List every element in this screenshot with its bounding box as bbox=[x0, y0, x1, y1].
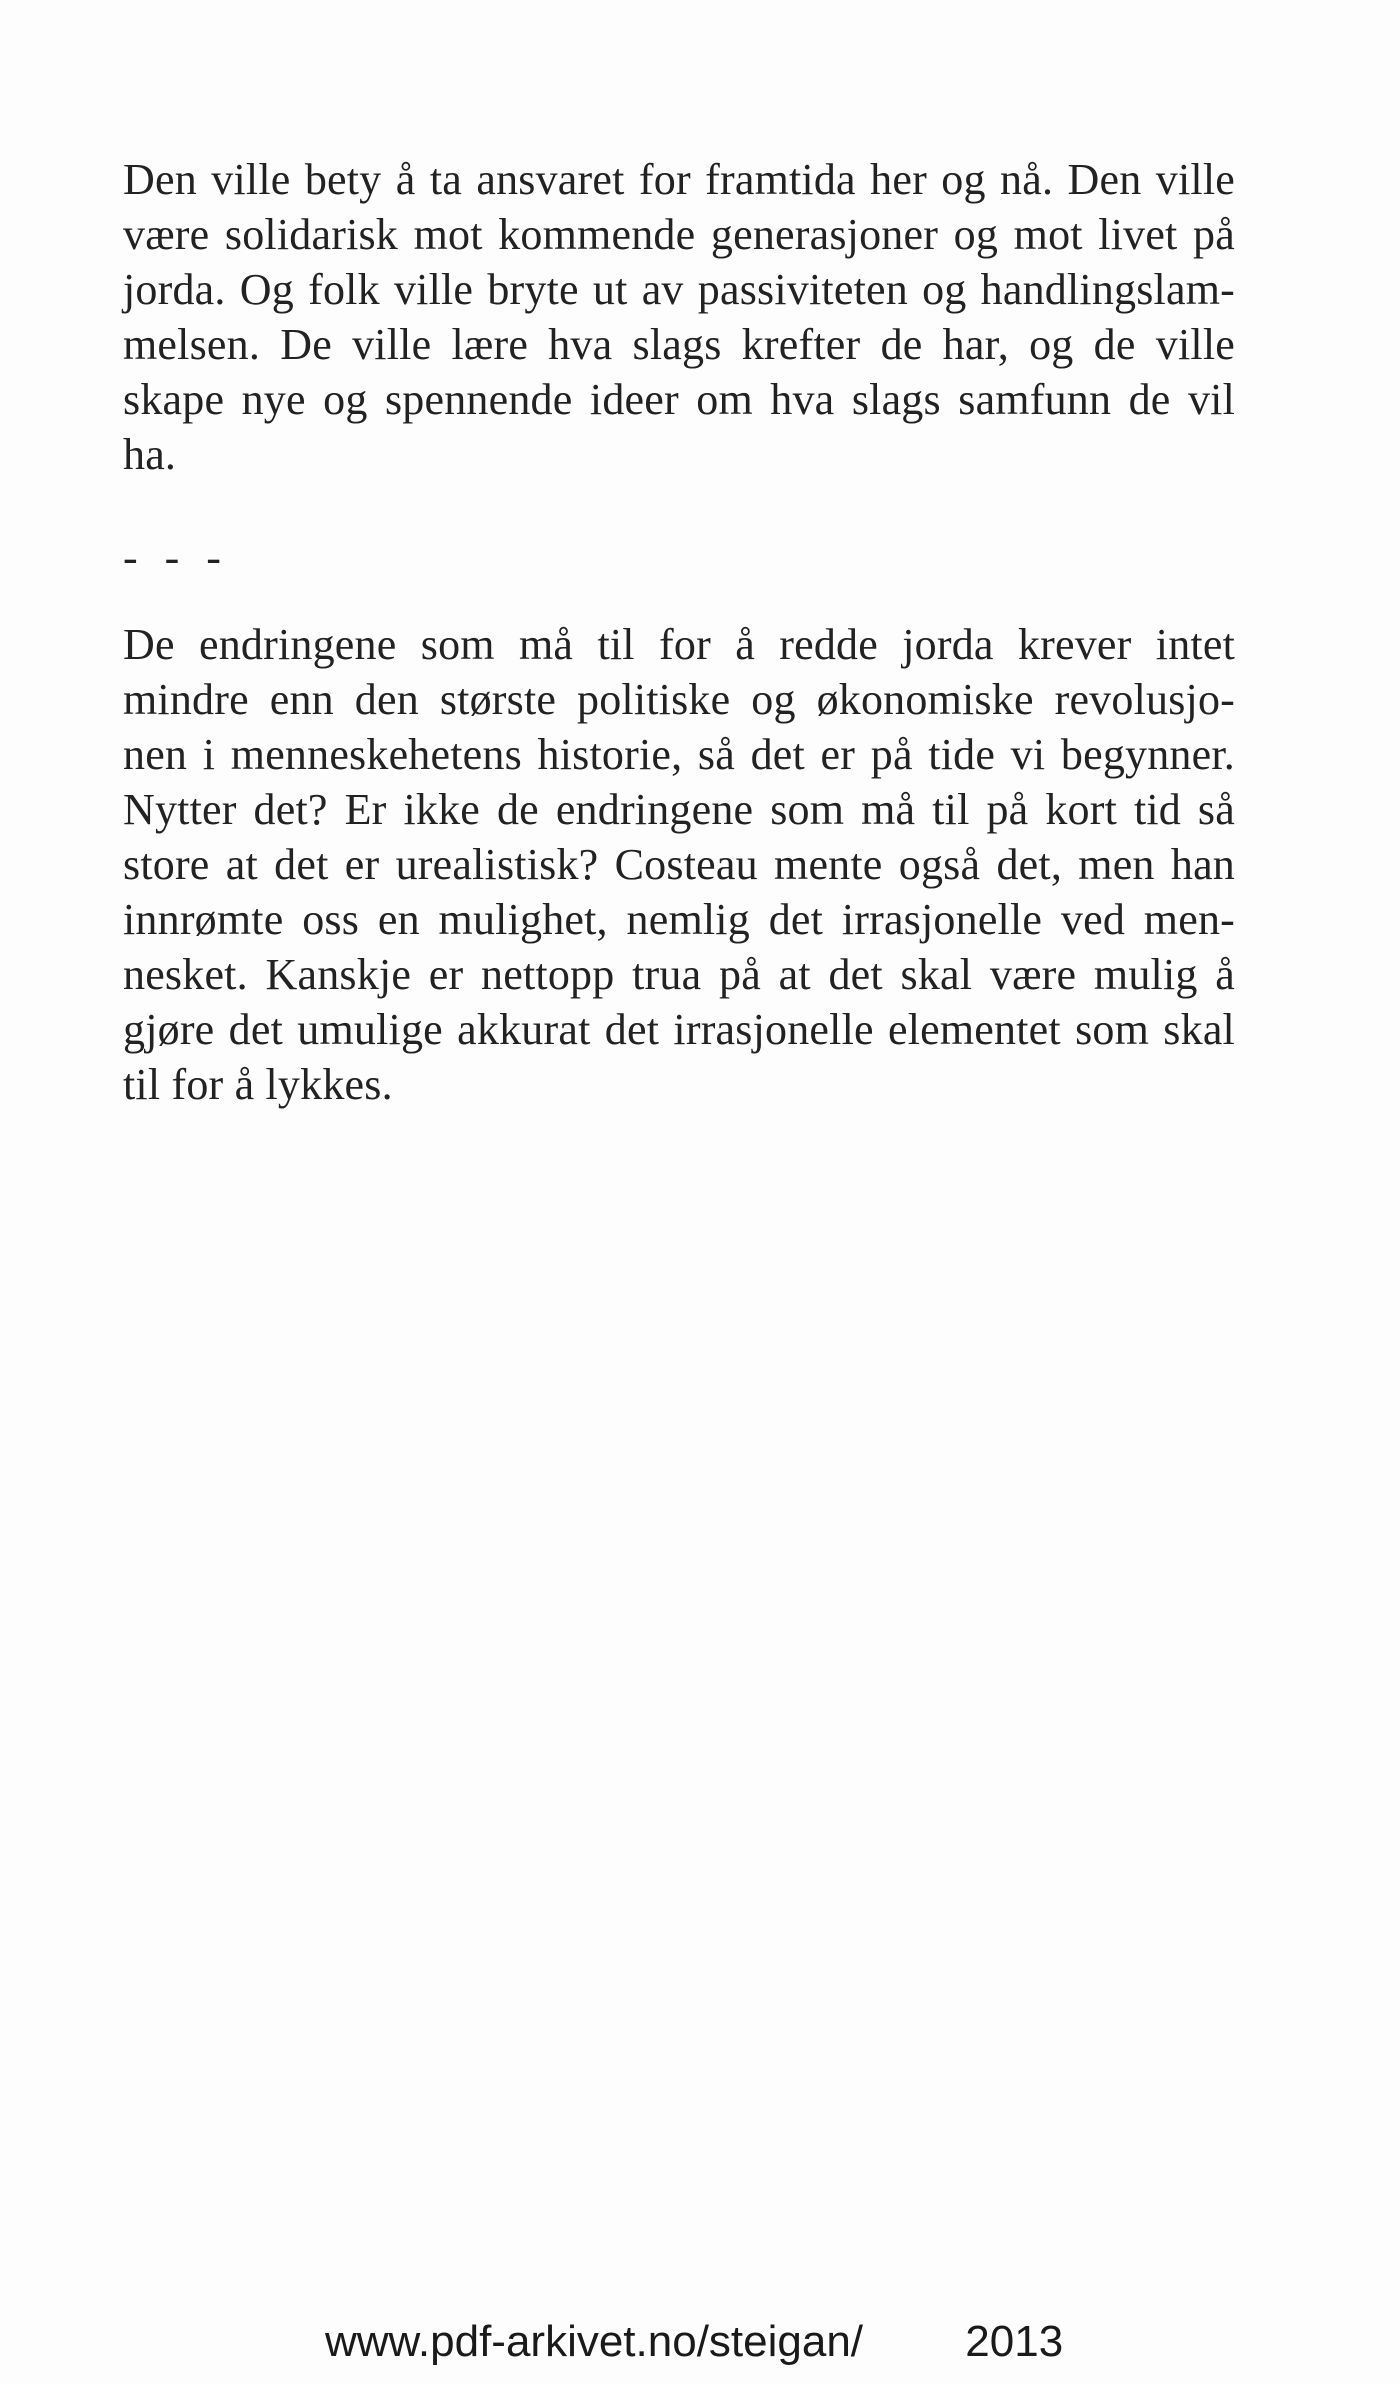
paragraph-line: Den ville bety å ta ansvaret for framtida her og nå. Den ville bbox=[123, 155, 1235, 204]
paragraph-1 bbox=[123, 152, 1235, 482]
footer-year: 2013 bbox=[965, 2317, 1064, 2366]
paragraph-line: mindre enn den største politiske og økonomiske revolusjo- bbox=[123, 675, 1235, 724]
paragraph-line: De endringene som må til for å redde jorda krever intet bbox=[123, 620, 1235, 669]
paragraph-line: være solidarisk mot kommende generasjoner og mot livet på bbox=[123, 210, 1235, 259]
paragraph-line: Nytter det? Er ikke de endringene som må til på kort tid så bbox=[123, 785, 1235, 834]
paragraph-line: gjøre det umulige akkurat det irrasjonelle elementet som skal bbox=[123, 1005, 1235, 1054]
paragraph-line: nen i menneskehetens historie, så det er på tide vi begynner. bbox=[123, 730, 1235, 779]
paragraph-line: skape nye og spennende ideer om hva slags samfunn de vil bbox=[123, 375, 1235, 424]
paragraph-line: store at det er urealistisk? Costeau mente også det, men han bbox=[123, 840, 1235, 889]
paragraph-line: til for å lykkes. bbox=[123, 1060, 393, 1109]
paragraph-line: melsen. De ville lære hva slags krefter de har, og de ville bbox=[123, 320, 1235, 369]
paragraph-line: nesket. Kanskje er nettopp trua på at det skal være mulig å bbox=[123, 950, 1235, 999]
paragraph-2 bbox=[123, 617, 1235, 1112]
page-footer bbox=[325, 2315, 1085, 2369]
footer-url: www.pdf-arkivet.no/steigan/ bbox=[325, 2317, 864, 2366]
section-break: - - - bbox=[123, 533, 229, 582]
paragraph-line: ha. bbox=[123, 430, 177, 479]
paragraph-line: jorda. Og folk ville bryte ut av passiviteten og handlingslam- bbox=[123, 265, 1235, 314]
paragraph-line: innrømte oss en mulighet, nemlig det irrasjonelle ved men- bbox=[123, 895, 1235, 944]
